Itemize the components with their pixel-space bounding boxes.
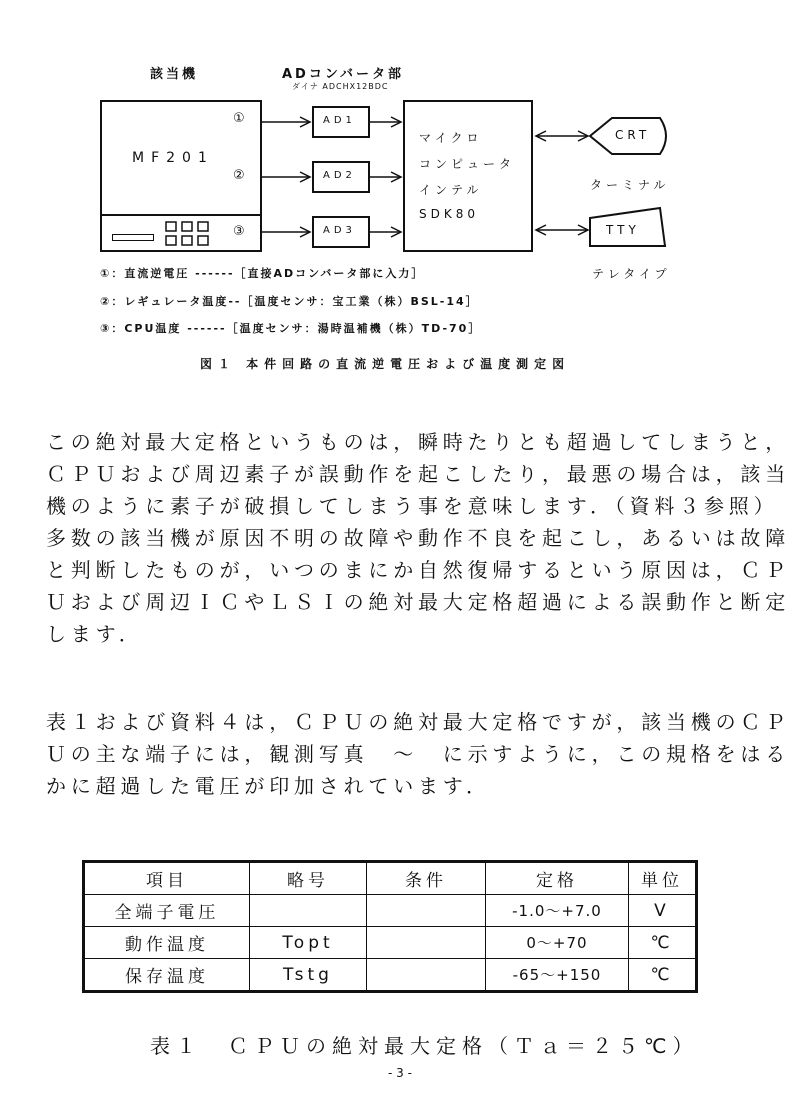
table-header-row: [84, 862, 697, 895]
paragraph-1-line: 多数の該当機が原因不明の故障や動作不良を起こし，あるいは故障: [46, 526, 790, 550]
micro-line-3: インテル: [419, 183, 483, 197]
cell-rating: -65～+150: [486, 959, 629, 992]
cell-rating: -1.0～+7.0: [486, 895, 629, 927]
paragraph-2: [46, 706, 790, 802]
paragraph-1-line: 機のように素子が破損してしまう事を意味します．（資料３参照）: [46, 494, 779, 518]
paragraph-2-line: 表１および資料４は，ＣＰＵの絶対最大定格ですが，該当機のＣＰ: [46, 710, 790, 734]
micro-line-1: マイクロ: [419, 131, 483, 145]
paragraph-1-line: します．: [46, 622, 144, 646]
paragraph-2-line: かに超過した電圧が印加されています．: [46, 774, 491, 798]
cell-unit: ℃: [629, 959, 697, 992]
figure-caption: 図１ 本件回路の直流逆電圧および温度測定図: [200, 357, 571, 371]
header-rating: 定格: [486, 862, 629, 895]
cell-item: 全端子電圧: [84, 895, 250, 927]
paragraph-2-line: Ｕの主な端子には，観測写真 ～ に示すように，この規格をはる: [46, 742, 790, 766]
legend-line-3: ③：CPU温度 ------［温度センサ：湯時温補機（株）TD-70］: [100, 322, 482, 335]
adc-box-2-label: AD2: [323, 170, 356, 181]
adc-sublabel: ダイナ ADCHX12BDC: [292, 82, 389, 91]
header-condition: 条件: [367, 862, 486, 895]
cell-symbol: Topt: [250, 927, 367, 959]
cell-symbol: [250, 895, 367, 927]
paragraph-1: [46, 426, 790, 650]
cell-symbol: Tstg: [250, 959, 367, 992]
cpu-rating-table: [82, 860, 698, 993]
cell-rating: 0～+70: [486, 927, 629, 959]
table-row: [84, 895, 697, 927]
table-caption: 表１ ＣＰＵの絶対最大定格（Ｔａ＝２５℃）: [150, 1034, 699, 1058]
cell-condition: [367, 927, 486, 959]
device-label: 該当機: [150, 67, 199, 82]
legend-line-2: ②：レギュレータ温度--［温度センサ：宝工業（株）BSL-14］: [100, 295, 479, 308]
adc-box-1-label: AD1: [323, 115, 356, 126]
port-3-marker: ③: [233, 224, 245, 239]
device-name: MF201: [132, 150, 214, 166]
micro-line-4: SDK80: [419, 207, 479, 221]
table-row: [84, 959, 697, 992]
terminal-label: ターミナル: [590, 178, 670, 192]
port-1-marker: ①: [233, 111, 245, 126]
crt-label: CRT: [615, 128, 651, 142]
port-2-marker: ②: [233, 168, 245, 183]
header-item: 項目: [84, 862, 250, 895]
page-number: - 3 -: [388, 1066, 412, 1080]
adc-label: ADコンバータ部: [282, 67, 404, 82]
diagram-connectors: [0, 0, 800, 400]
header-symbol: 略号: [250, 862, 367, 895]
cell-unit: ℃: [629, 927, 697, 959]
paragraph-1-line: この絶対最大定格というものは，瞬時たりとも超過してしまうと，: [46, 430, 790, 454]
adc-box-3-label: AD3: [323, 225, 356, 236]
teletype-label: テレタイプ: [592, 267, 671, 281]
cell-item: 保存温度: [84, 959, 250, 992]
paragraph-1-line: Ｕおよび周辺ＩＣやＬＳＩの絶対最大定格超過による誤動作と断定: [46, 590, 790, 614]
table-row: [84, 927, 697, 959]
header-unit: 単位: [629, 862, 697, 895]
cell-condition: [367, 895, 486, 927]
paragraph-1-line: ＣＰＵおよび周辺素子が誤動作を起こしたり，最悪の場合は，該当: [46, 462, 790, 486]
tty-label: TTY: [606, 223, 640, 237]
cell-condition: [367, 959, 486, 992]
legend-line-1: ①：直流逆電圧 ------［直接ADコンバータ部に入力］: [100, 267, 425, 280]
cell-item: 動作温度: [84, 927, 250, 959]
paragraph-1-line: と判断したものが，いつのまにか自然復帰するという原因は，ＣＰ: [46, 558, 790, 582]
micro-line-2: コンピュータ: [419, 157, 516, 171]
cell-unit: V: [629, 895, 697, 927]
